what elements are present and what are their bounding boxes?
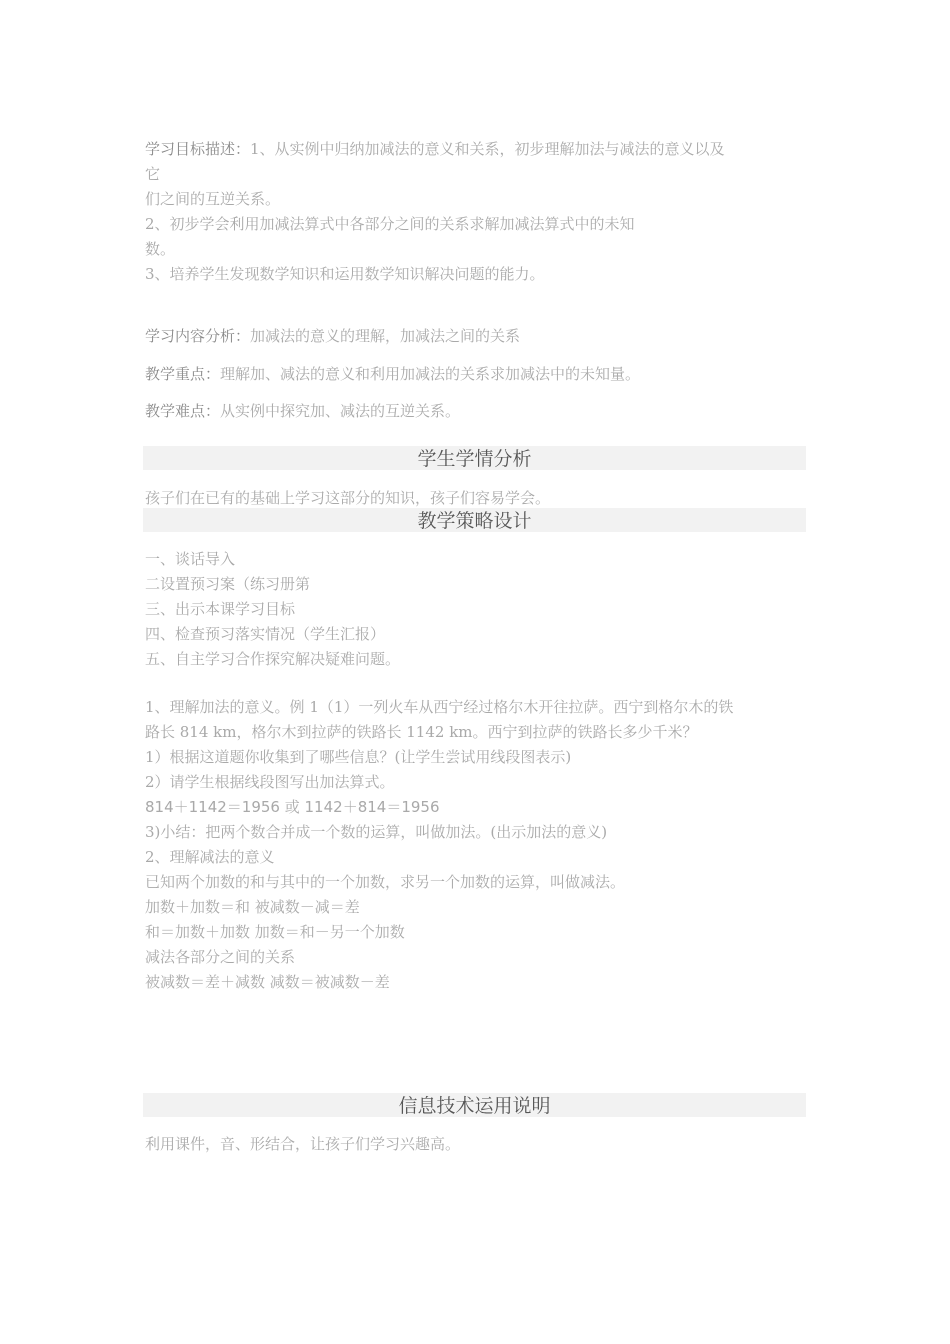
content-analysis-text: 加减法的意义的理解，加减法之间的关系 bbox=[250, 327, 521, 345]
objectives-line-2: 们之间的互逆关系。 bbox=[145, 190, 281, 208]
key-point-text: 理解加、减法的意义和利用加减法的关系求加减法中的未知量。 bbox=[220, 365, 641, 383]
objectives-line-4: 数。 bbox=[145, 240, 176, 258]
objectives-text-1: 1、从实例中归纳加减法的意义和关系，初步理解加法与减法的意义以及 bbox=[250, 140, 725, 158]
objectives-line-3: 2、初步学会利用加减法算式中各部分之间的关系求解加减法算式中的未知 bbox=[145, 215, 635, 233]
strategy-body-line: 814＋1142＝1956 或 1142＋814＝1956 bbox=[145, 798, 440, 816]
content-analysis bbox=[145, 326, 520, 346]
key-point bbox=[145, 364, 640, 384]
strategy-body-line: 2）请学生根据线段图写出加法算式。 bbox=[145, 773, 395, 791]
strategy-step: 一、谈话导入 bbox=[145, 550, 236, 568]
strategy-step: 四、检查预习落实情况（学生汇报） bbox=[145, 625, 386, 643]
strategy-body-line: 和＝加数＋加数 加数＝和－另一个加数 bbox=[145, 923, 405, 941]
strategy-body-line: 1、理解加法的意义。例 1（1）一列火车从西宁经过格尔木开往拉萨。西宁到格尔木的铁 bbox=[145, 698, 734, 716]
strategy-step: 三、出示本课学习目标 bbox=[145, 600, 296, 618]
it-usage-text: 利用课件，音、形结合，让孩子们学习兴趣高。 bbox=[145, 1135, 461, 1153]
strategy-body-line: 1）根据这道题你收集到了哪些信息？(让学生尝试用线段图表示) bbox=[145, 748, 572, 766]
strategy-step: 二设置预习案（练习册第 bbox=[145, 575, 311, 593]
it-usage-heading: 信息技术运用说明 bbox=[143, 1093, 806, 1117]
strategy-step: 五、自主学习合作探究解决疑难问题。 bbox=[145, 650, 401, 668]
strategy-heading: 教学策略设计 bbox=[143, 508, 806, 532]
objectives-label: 学习目标描述： bbox=[145, 140, 251, 158]
strategy-body-line: 已知两个加数的和与其中的一个加数，求另一个加数的运算，叫做减法。 bbox=[145, 873, 626, 891]
difficulty-text: 从实例中探究加、减法的互逆关系。 bbox=[220, 402, 461, 420]
strategy-body-line: 减法各部分之间的关系 bbox=[145, 948, 296, 966]
objectives-line-5: 3、培养学生发现数学知识和运用数学知识解决问题的能力。 bbox=[145, 265, 545, 283]
strategy-body-line: 3)小结：把两个数合并成一个数的运算，叫做加法。(出示加法的意义) bbox=[145, 823, 608, 841]
difficulty bbox=[145, 401, 460, 421]
difficulty-label: 教学难点： bbox=[145, 402, 221, 420]
objectives-line-1b: 它 bbox=[145, 165, 161, 183]
key-point-label: 教学重点： bbox=[145, 365, 221, 383]
student-analysis-heading: 学生学情分析 bbox=[143, 446, 806, 470]
strategy-body-line: 加数＋加数＝和 被减数－减＝差 bbox=[145, 898, 360, 916]
content-analysis-label: 学习内容分析： bbox=[145, 327, 251, 345]
strategy-body-line: 2、理解减法的意义 bbox=[145, 848, 275, 866]
student-analysis-text: 孩子们在已有的基础上学习这部分的知识，孩子们容易学会。 bbox=[145, 489, 551, 507]
strategy-body-line: 路长 814 km，格尔木到拉萨的铁路长 1142 km。西宁到拉萨的铁路长多少千米？ bbox=[145, 723, 698, 741]
strategy-body-line: 被减数＝差＋减数 减数＝被减数－差 bbox=[145, 973, 390, 991]
objectives-line-1 bbox=[145, 139, 725, 159]
